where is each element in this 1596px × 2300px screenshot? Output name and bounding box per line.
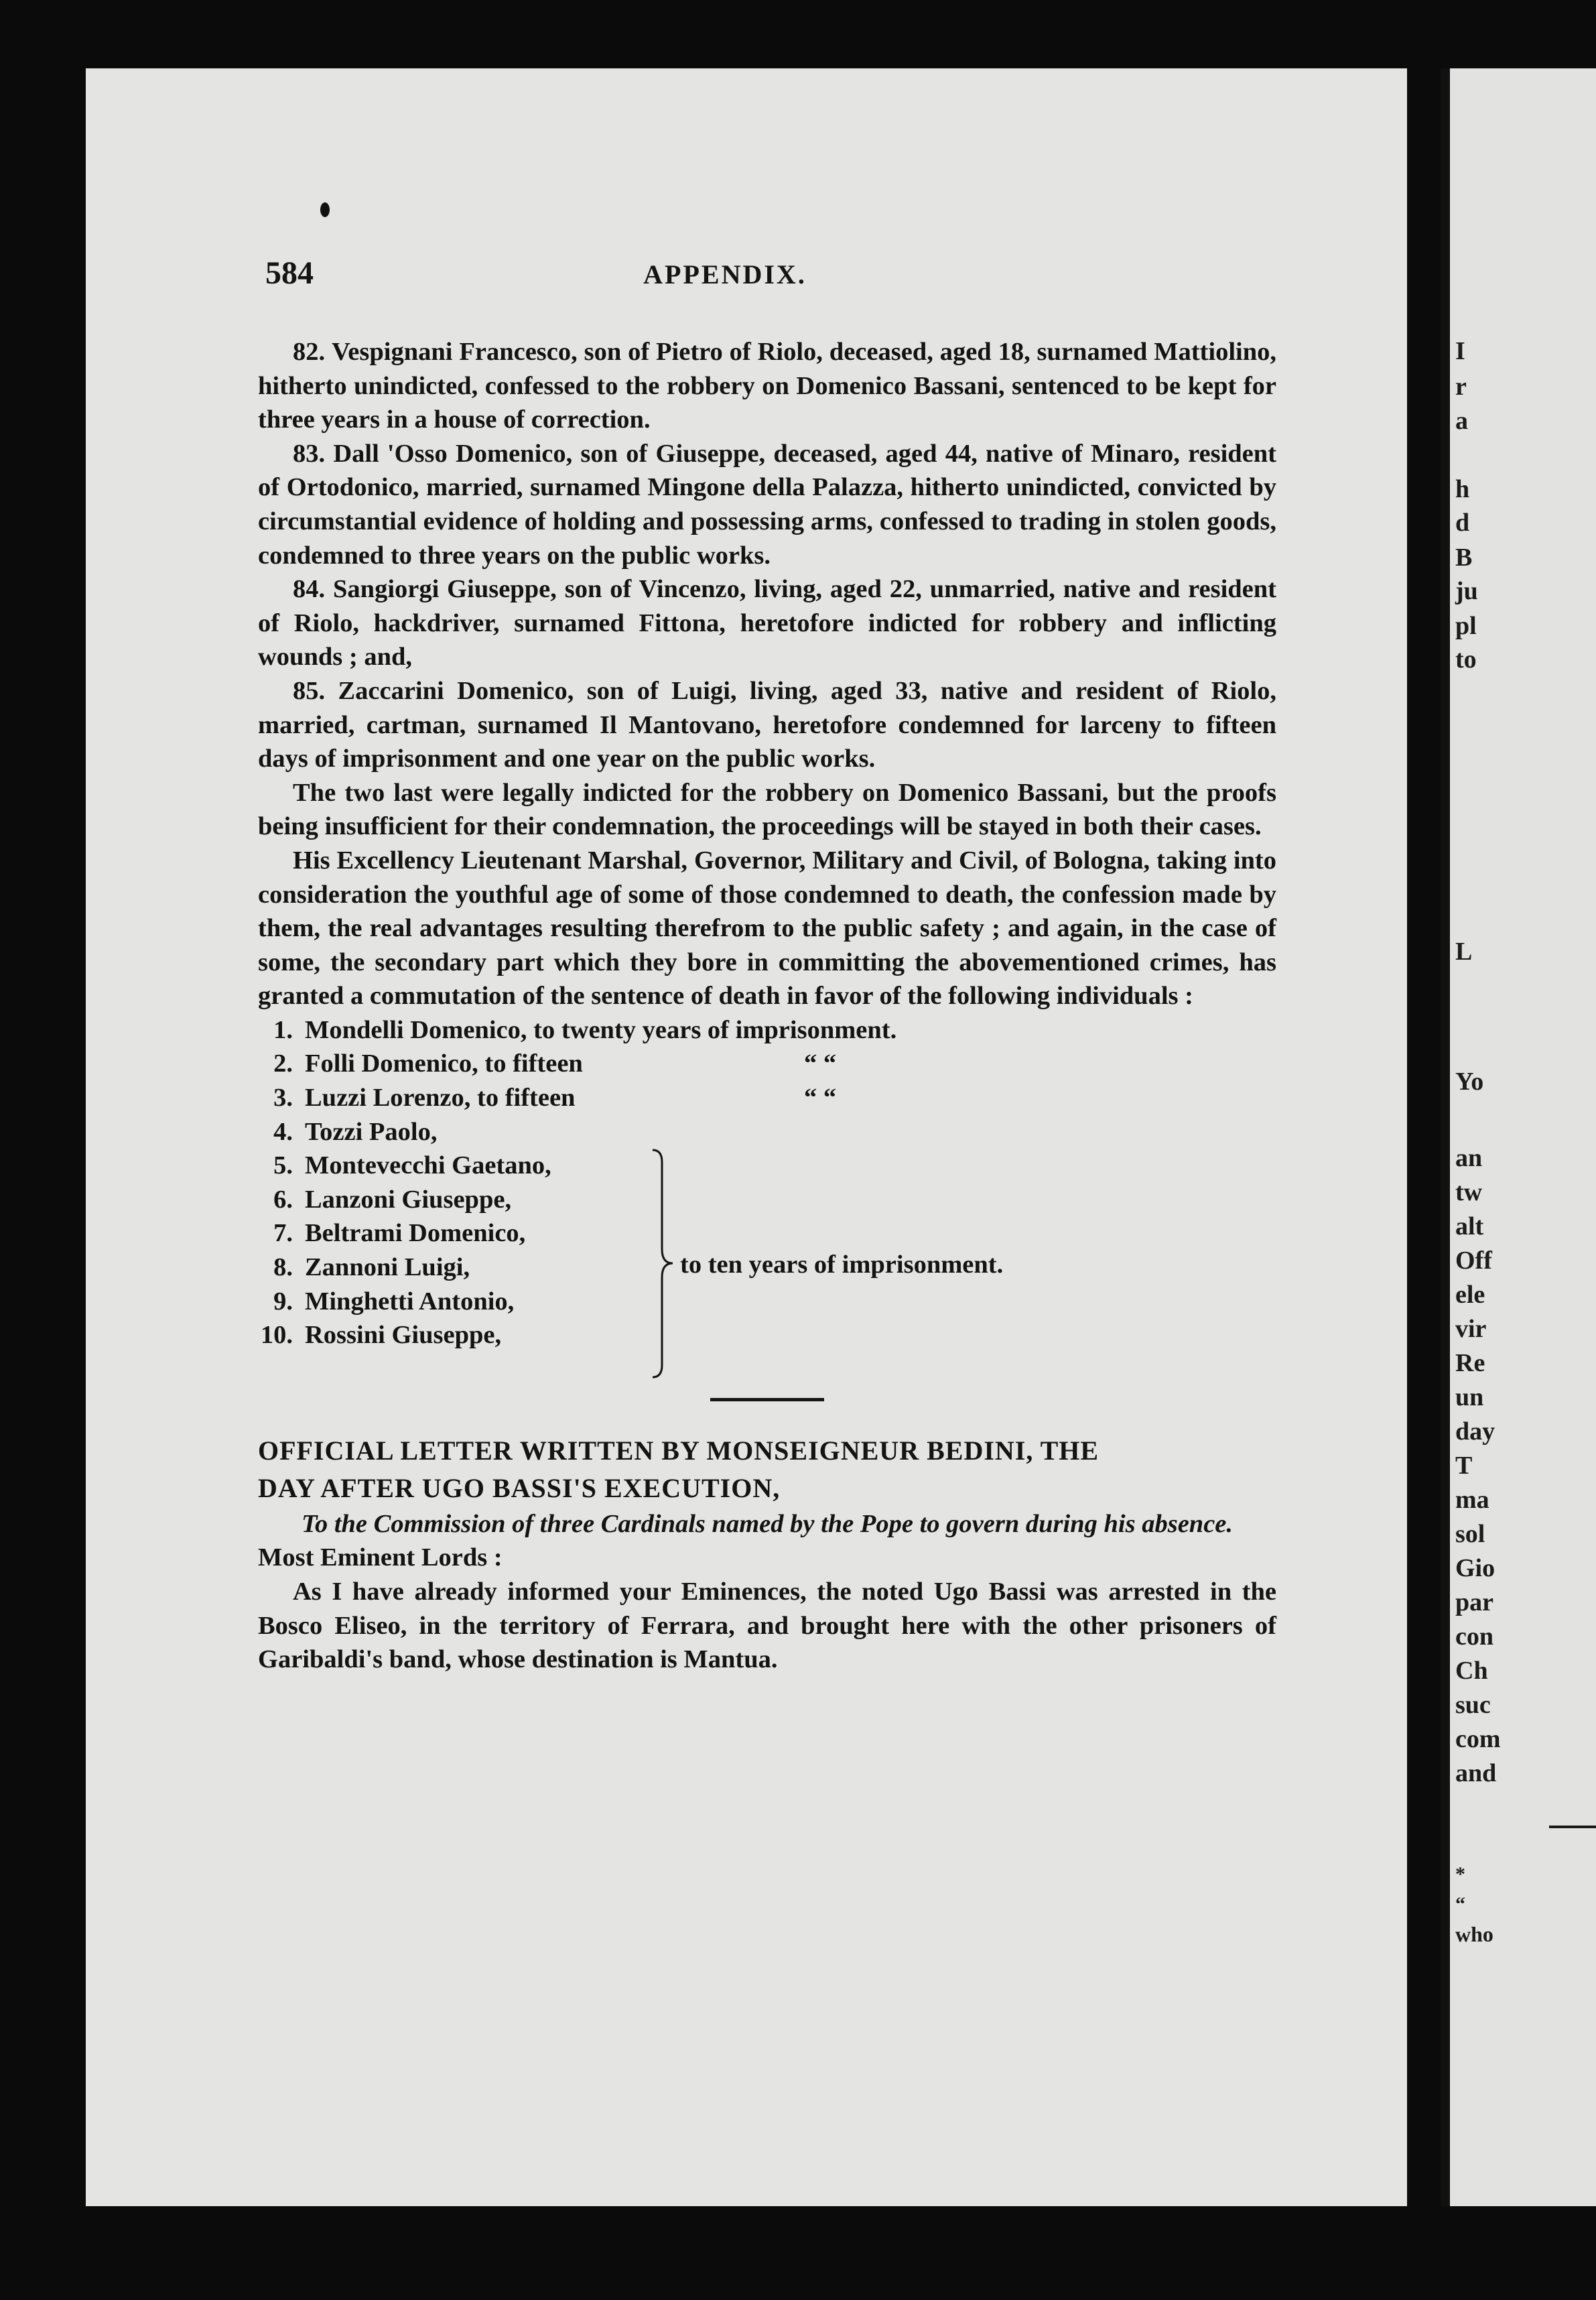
list-item: 7. Beltrami Domenico, (273, 1219, 526, 1248)
facing-page-fragment: con (1455, 1622, 1493, 1651)
facing-page-fragment: par (1455, 1588, 1493, 1616)
entry-83: 83. Dall 'Osso Domenico, son of Giuseppe, deceased, aged 44, native of Minaro, resident of Ortodonico, married, surnamed Mingone della Palazza, hitherto unindicted, convicted by circumstantial evidence of holding and possessing arms, confessed to trading in stolen goods, condemned to three years on the public works. (258, 439, 1277, 570)
page-header (176, 255, 1274, 302)
list-item: 8. Zannoni Luigi, (273, 1253, 470, 1282)
facing-page-fragment: ele (1455, 1281, 1485, 1309)
list-item: 9. Minghetti Antonio, (273, 1287, 515, 1316)
list-item: 2. Folli Domenico, to fifteen “ “ (258, 1047, 995, 1081)
salutation: Most Eminent Lords : (258, 1543, 503, 1572)
facing-page-fragment: suc (1455, 1691, 1491, 1719)
list-item: 4. Tozzi Paolo, (273, 1117, 438, 1146)
paragraph-two-last: The two last were legally indicted for the robbery on Domenico Bassani, but the proofs being insufficient for their condemnation, the proceedings will be stayed in both their cases. (258, 778, 1276, 841)
facing-page-fragment: Yo (1455, 1068, 1484, 1096)
facing-page-fragment: * (1455, 1863, 1465, 1885)
list-item: 3. Luzzi Lorenzo, to fifteen “ “ (258, 1081, 995, 1115)
facing-page-fragment: vir (1455, 1315, 1487, 1343)
facing-page-fragment: h (1455, 475, 1470, 503)
paragraph-commutation: His Excellency Lieutenant Marshal, Governor, Military and Civil, of Bologna, taking into consideration the youthful age of some of those condemned to death, the confession made by them, the real advantages resulting therefrom to the public safety ; and again, in the case of some, the secondary part which they bore in committing the abovementioned crimes, has granted a commutation of the sentence of death in favor of the following individuals : (258, 846, 1276, 1011)
letter-heading-line-1: OFFICIAL LETTER WRITTEN BY MONSEIGNEUR BEDINI, THE (258, 1435, 1100, 1466)
facing-page-fragment: un (1455, 1383, 1484, 1411)
page-number: 584 (265, 255, 314, 291)
facing-page-fragment: Ch (1455, 1657, 1488, 1685)
section-divider (710, 1398, 824, 1401)
facing-page-fragment: sol (1455, 1520, 1485, 1548)
letter-opening: As I have already informed your Eminences, the noted Ugo Bassi was arrested in the Bosco Eliseo, in the territory of Ferrara, and brought here with the other prisoners of Garibaldi's band, whose destination is Mantua. (258, 1578, 1276, 1674)
facing-page-fragment: ju (1455, 577, 1478, 605)
facing-page-fragment: “ (1455, 1893, 1465, 1915)
facing-page-fragment: who (1455, 1922, 1493, 1946)
facing-page-fragment: r (1455, 373, 1467, 401)
ditto-mark: “ “ (804, 1084, 837, 1112)
entry-84: 84. Sangiorgi Giuseppe, son of Vincenzo, living, aged 22, unmarried, native and resident of Riolo, hackdriver, surnamed Fittona, heretofore indicted for robbery and inflicting wounds ; and, (258, 575, 1276, 672)
running-head: APPENDIX. (643, 259, 807, 290)
facing-page-fragment: d (1455, 509, 1470, 537)
facing-page-fragment: ma (1455, 1486, 1489, 1514)
facing-page-fragment: Off (1455, 1247, 1492, 1275)
facing-page-fragment: com (1455, 1725, 1501, 1753)
facing-page-fragment: to (1455, 645, 1477, 674)
footnote-rule (1549, 1826, 1596, 1828)
entry-82: 82. Vespignani Francesco, son of Pietro of Riolo, deceased, aged 18, surnamed Mattiolino, hitherto unindicted, confessed to the robbery on Domenico Bassani, sentenced to be kept for three years in a house of correction. (258, 338, 1277, 434)
entry-text: Dall 'Osso Domenico, son of Giuseppe, deceased, aged 44, native of Minaro, resident of Ortodonico, married, surnamed Mingone della Palazza, hitherto unindicted, convicted by circumstantial evidence of holding and possessing arms, confessed to trading in stolen goods, condemned to three years on the public works. (258, 439, 1277, 570)
facing-page-fragment: alt (1455, 1212, 1484, 1240)
ditto-mark: “ “ (804, 1049, 837, 1078)
facing-page-fragment: day (1455, 1417, 1495, 1446)
facing-page-fragment: and (1455, 1759, 1497, 1787)
group-sentence: to ten years of imprisonment. (680, 1250, 1004, 1279)
right-brace (651, 1149, 674, 1379)
list-item: 5. Montevecchi Gaetano, (273, 1151, 551, 1180)
facing-page-fragment: pl (1455, 612, 1477, 640)
ink-speck (320, 202, 330, 217)
entry-85: 85. Zaccarini Domenico, son of Luigi, living, aged 33, native and resident of Riolo, married, cartman, surnamed Il Mantovano, heretofore condemned for larceny to fifteen days of imprisonment and one year on the public works. (258, 676, 1277, 773)
facing-page-fragment: tw (1455, 1178, 1483, 1206)
entry-text: Zaccarini Domenico, son of Luigi, living, aged 33, native and resident of Riolo, married, cartman, surnamed Il Mantovano, heretofore condemned for larceny to fifteen days of imprisonment and one year on the public works. (258, 676, 1277, 773)
facing-page-fragment: an (1455, 1144, 1483, 1172)
entry-text: Sangiorgi Giuseppe, son of Vincenzo, living, aged 22, unmarried, native and resident of Riolo, hackdriver, surnamed Fittona, heretofore indicted for robbery and inflicting wounds ; and, (258, 575, 1276, 672)
page-body (258, 335, 1276, 1677)
facing-page-fragment: Re (1455, 1349, 1485, 1377)
facing-page-fragment: B (1455, 544, 1473, 572)
letter-address: To the Commission of three Cardinals named by the Pope to govern during his absence. (301, 1509, 1234, 1538)
facing-page-fragment: T (1455, 1452, 1473, 1480)
facing-page-fragment: Gio (1455, 1554, 1495, 1582)
list-item: 10. Rossini Giuseppe, (260, 1321, 502, 1350)
list-item: 1. Mondelli Domenico, to twenty years of imprisonment. (273, 1015, 897, 1044)
entry-text: Vespignani Francesco, son of Pietro of Riolo, deceased, aged 18, surnamed Mattiolino, hitherto unindicted, confessed to the robbery on Domenico Bassani, sentenced to be kept for three years in a house of correction. (258, 338, 1277, 434)
list-item: 6. Lanzoni Giuseppe, (273, 1185, 512, 1214)
facing-page-fragment: I (1455, 337, 1465, 365)
facing-page-fragment: L (1455, 938, 1473, 966)
commutation-list (258, 1013, 1276, 1386)
facing-page-fragment: a (1455, 407, 1468, 435)
letter-heading-line-2: DAY AFTER UGO BASSI'S EXECUTION, (258, 1472, 781, 1503)
